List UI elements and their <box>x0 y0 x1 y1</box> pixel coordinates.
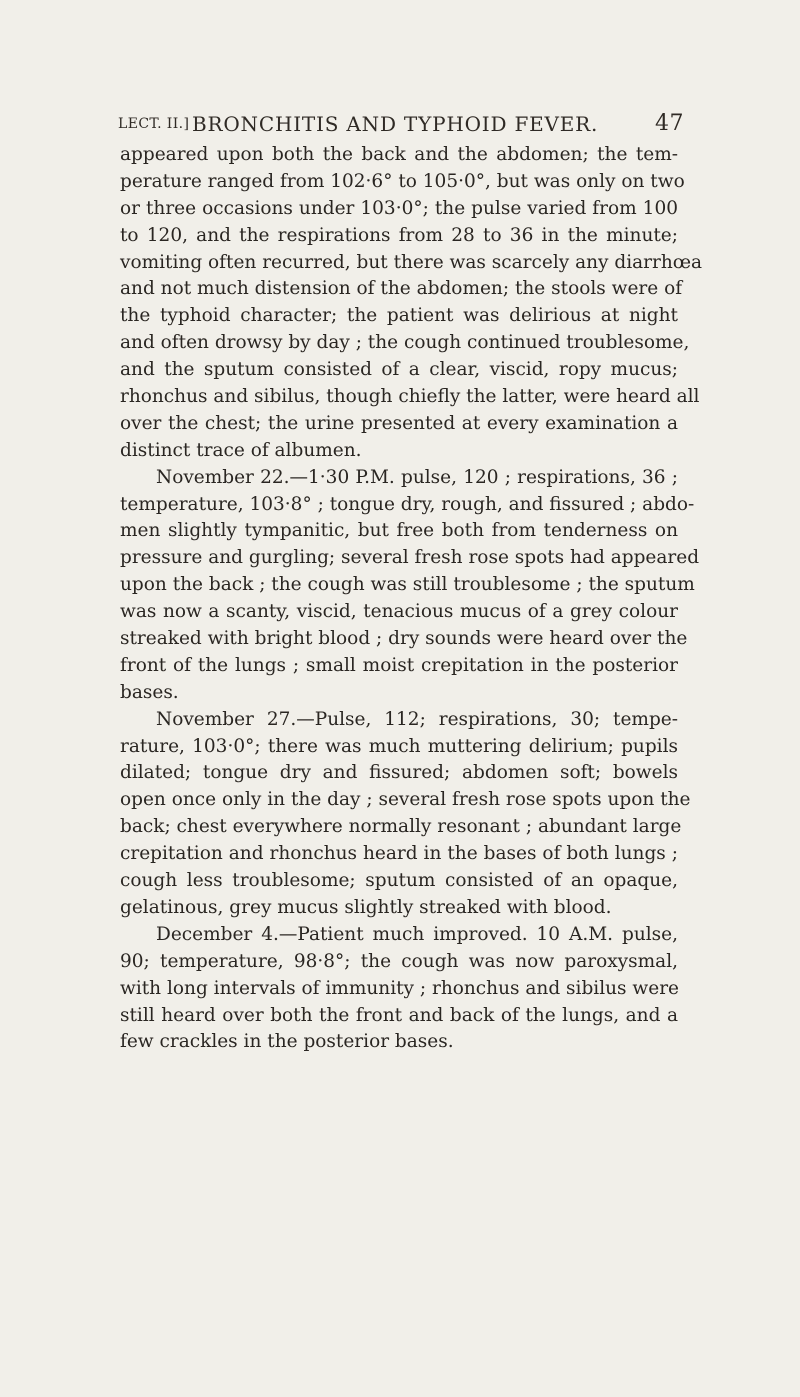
text-line: temperature, 103·8° ; tongue dry, rough, and fissured ; abdo- <box>120 493 695 515</box>
text-line: still heard over both the front and back of the lungs, and a <box>120 1004 678 1026</box>
text-line: and the sputum consisted of a clear, viscid, ropy mucus; <box>120 359 678 381</box>
text-line: open once only in the day ; several fresh rose spots upon the <box>120 789 691 811</box>
text-line: bases. <box>120 681 179 703</box>
text-line: 90; temperature, 98·8°; the cough was now paroxysmal, <box>120 950 678 972</box>
text-line: rature, 103·0°; there was much muttering delirium; pupils <box>120 735 678 757</box>
text-line: appeared upon both the back and the abdomen; the tem- <box>120 144 678 165</box>
text-line: streaked with bright blood ; dry sounds were heard over the <box>120 628 688 650</box>
body-text <box>120 142 703 1056</box>
text-line: with long intervals of immunity ; rhonchus and sibilus were <box>120 977 679 999</box>
lecture-reference: LECT. II.] <box>118 116 190 132</box>
page-number: 47 <box>655 111 684 136</box>
text-line: December 4.—Patient much improved. 10 A.M. pulse, <box>156 923 678 945</box>
text-line: cough less troublesome; sputum consisted of an opaque, <box>120 870 678 892</box>
text-line: distinct trace of albumen. <box>120 439 362 461</box>
text-line: crepitation and rhonchus heard in the bases of both lungs ; <box>120 843 678 865</box>
running-head <box>118 108 684 140</box>
text-line: and often drowsy by day ; the cough continued troublesome, <box>120 332 690 354</box>
text-line: over the chest; the urine presented at every examination a <box>120 412 678 434</box>
text-line: upon the back ; the cough was still troublesome ; the sputum <box>120 574 695 596</box>
text-line: and not much distension of the abdomen; the stools were of <box>120 278 683 300</box>
text-line: back; chest everywhere normally resonant ; abundant large <box>120 816 682 838</box>
text-line: or three occasions under 103·0°; the pulse varied from 100 <box>120 197 678 219</box>
text-line: to 120, and the respirations from 28 to 36 in the minute; <box>120 224 678 246</box>
text-line: November 27.—Pulse, 112; respirations, 30; tempe- <box>156 708 678 730</box>
chapter-title: BRONCHITIS AND TYPHOID FEVER. <box>192 112 599 136</box>
text-line: pressure and gurgling; several fresh rose spots had appeared <box>120 547 700 569</box>
text-line: men slightly tympanitic, but free both from tenderness on <box>120 520 678 542</box>
text-line: dilated; tongue dry and fissured; abdomen soft; bowels <box>120 762 678 784</box>
text-line: perature ranged from 102·6° to 105·0°, but was only on two <box>120 170 685 192</box>
text-line: the typhoid character; the patient was delirious at night <box>120 305 678 327</box>
text-line: November 22.—1·30 P.M. pulse, 120 ; respirations, 36 ; <box>156 466 678 488</box>
text-line: rhonchus and sibilus, though chiefly the latter, were heard all <box>120 386 700 408</box>
text-line: gelatinous, grey mucus slightly streaked with blood. <box>120 896 612 918</box>
text-line: few crackles in the posterior bases. <box>120 1031 454 1053</box>
text-line: front of the lungs ; small moist crepitation in the posterior <box>120 654 678 676</box>
text-line: was now a scanty, viscid, tenacious mucus of a grey colour <box>120 601 678 623</box>
text-line: vomiting often recurred, but there was scarcely any diarrhœa <box>120 251 703 273</box>
